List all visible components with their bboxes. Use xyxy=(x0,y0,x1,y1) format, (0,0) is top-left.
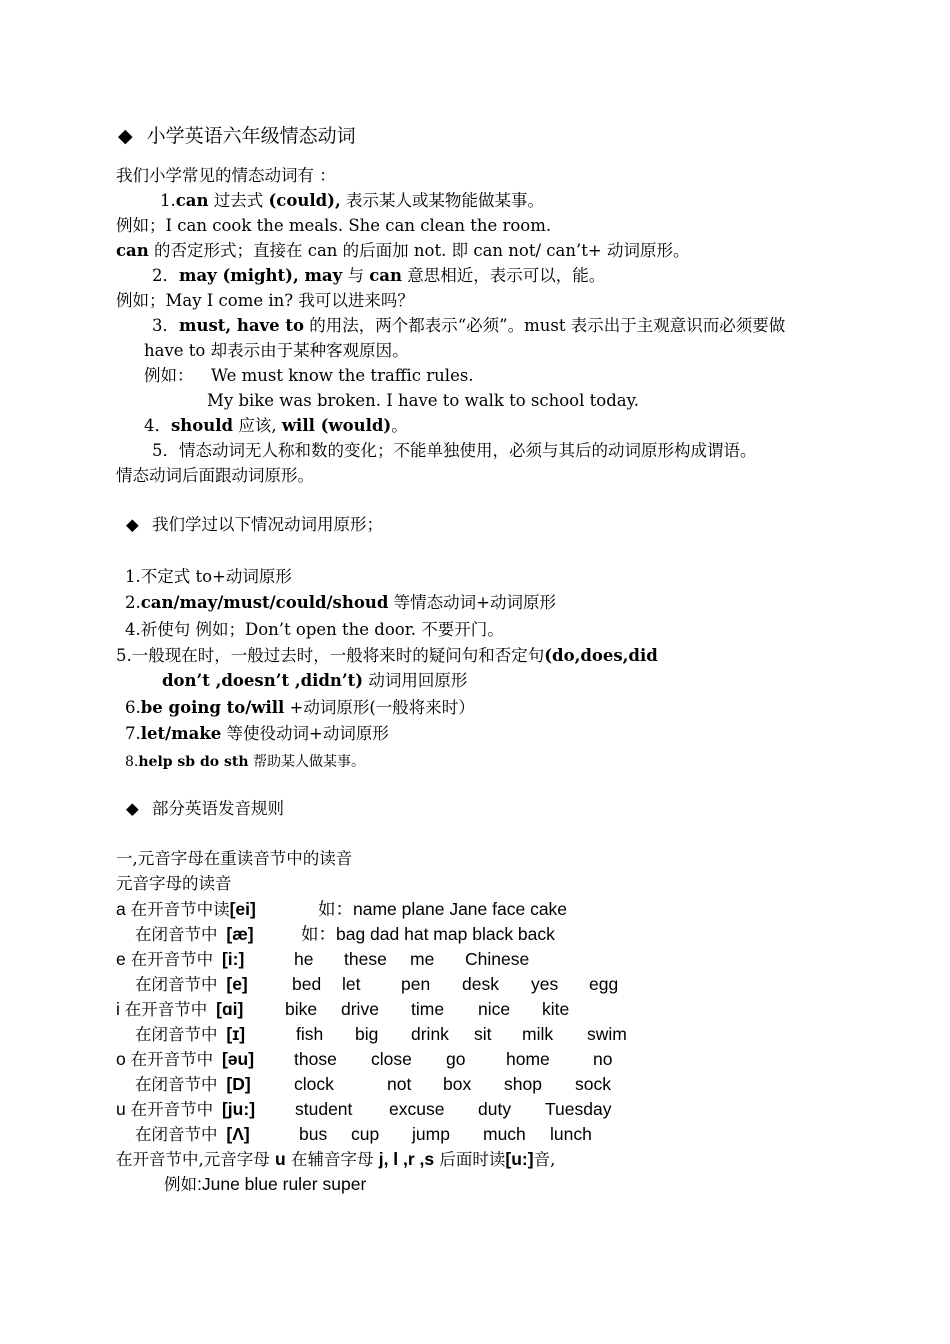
example-3b: My bike was broken. I have to walk to school today. xyxy=(207,391,639,410)
word: drive xyxy=(341,999,379,1019)
vowel-row-a-open: a 在开音节中读[ei] xyxy=(116,899,256,919)
word: those xyxy=(294,1049,337,1069)
word: close xyxy=(371,1049,412,1069)
base-form-5: 5.一般现在时，一般过去时，一般将来时的疑问句和否定句(do,does,did xyxy=(116,646,658,665)
word: sit xyxy=(474,1024,492,1044)
diamond-bullet-icon: ◆ xyxy=(118,125,133,147)
page-title xyxy=(118,125,356,147)
word: Chinese xyxy=(465,949,530,969)
word: let xyxy=(342,974,361,994)
word: kite xyxy=(542,999,570,1019)
vowel-row-e-open: e 在开音节中 [i:] xyxy=(116,949,245,969)
word: big xyxy=(355,1024,379,1044)
word: go xyxy=(446,1049,466,1069)
word: no xyxy=(593,1049,613,1069)
item-5: 5．情态动词无人称和数的变化；不能单独使用，必须与其后的动词原形构成谓语。 xyxy=(152,441,757,460)
item-5-continued: 情态动词后面跟动词原形。 xyxy=(116,466,314,485)
vowel-row-u-closed: 在闭音节中 [Λ] xyxy=(135,1124,250,1144)
word: drink xyxy=(411,1024,449,1044)
base-form-6: 6.be going to/will +动词原形(一般将来时） xyxy=(125,698,475,717)
vowel-row-a-open-words: 如：name plane Jane face cake xyxy=(318,899,568,919)
item-4: 4．should 应该, will (would)。 xyxy=(144,416,408,435)
word: swim xyxy=(587,1024,627,1044)
word: much xyxy=(483,1124,526,1144)
word: student xyxy=(295,1099,353,1119)
modal-intro: 我们小学常见的情态动词有 ： xyxy=(116,166,336,185)
vowel-row-a-closed-words: 如：bag dad hat map black back xyxy=(301,924,555,944)
example-2: 例如；May I come in? 我可以进来吗？ xyxy=(116,291,414,310)
example-1: 例如；I can cook the meals. She can clean the room. xyxy=(116,216,552,235)
word: box xyxy=(443,1074,472,1094)
vowel-row-u-open: u 在开音节中 [ju:] xyxy=(116,1099,256,1119)
diamond-bullet-icon: ◆ xyxy=(126,799,139,818)
item-2: 2．may (might), may 与 can 意思相近，表示可以，能。 xyxy=(152,266,606,285)
diamond-bullet-icon: ◆ xyxy=(126,515,139,534)
example-3-label: 例如： xyxy=(144,366,194,385)
word: cup xyxy=(351,1124,380,1144)
word: jump xyxy=(412,1124,450,1144)
item-3: 3．must, have to 的用法，两个都表示“必须”。must 表示出于主观意识而必须要做 xyxy=(152,316,786,335)
pronunciation-sub-1: 一,元音字母在重读音节中的读音 xyxy=(116,849,353,868)
vowel-row-i-closed: 在闭音节中 [ɪ] xyxy=(135,1024,246,1044)
item-3-continued: have to 却表示由于某种客观原因。 xyxy=(144,341,409,360)
word: milk xyxy=(522,1024,554,1044)
can-negative: can 的否定形式；直接在 can 的后面加 not. 即 can not/ can’t+ 动词原形。 xyxy=(116,241,690,260)
vowel-row-o-open: o 在开音节中 [əu] xyxy=(116,1049,255,1069)
word: nice xyxy=(478,999,511,1019)
base-form-8: 8.help sb do sth 帮助某人做某事。 xyxy=(125,754,365,770)
word: lunch xyxy=(550,1124,592,1144)
word: egg xyxy=(589,974,619,994)
base-form-5-continued: don’t ,doesn’t ,didn’t) 动词用回原形 xyxy=(162,671,468,690)
u-rule: 在开音节中,元音字母 u 在辅音字母 j, l ,r ,s 后面时读[u:]音, xyxy=(116,1149,556,1169)
word: duty xyxy=(478,1099,512,1119)
word: bus xyxy=(299,1124,328,1144)
example-3a: We must know the traffic rules. xyxy=(211,366,474,385)
word: shop xyxy=(504,1074,542,1094)
word: these xyxy=(344,949,387,969)
vowel-row-o-closed: 在闭音节中 [D] xyxy=(135,1074,251,1094)
title-text: 小学英语六年级情态动词 xyxy=(146,125,356,147)
vowel-row-e-closed: 在闭音节中 [e] xyxy=(135,974,248,994)
word: not xyxy=(387,1074,412,1094)
item-1: 1.can 过去式 (could), 表示某人或某物能做某事。 xyxy=(160,191,544,210)
vowel-row-a-closed: 在闭音节中 [æ] xyxy=(135,924,254,944)
base-form-heading: ◆ 我们学过以下情况动词用原形； xyxy=(126,515,383,534)
word: time xyxy=(411,999,445,1019)
u-rule-example: 例如:June blue ruler super xyxy=(164,1174,367,1194)
vowel-row-i-open: i 在开音节中 [ɑi] xyxy=(116,999,244,1019)
word: clock xyxy=(294,1074,334,1094)
word: home xyxy=(506,1049,550,1069)
base-form-4: 4.祈使句 例如；Don’t open the door. 不要开门。 xyxy=(125,620,504,639)
word: he xyxy=(294,949,314,969)
pronunciation-heading: ◆ 部分英语发音规则 xyxy=(126,799,284,818)
word: bike xyxy=(285,999,318,1019)
word: fish xyxy=(296,1024,324,1044)
base-form-7: 7.let/make 等使役动词+动词原形 xyxy=(125,724,389,743)
word: pen xyxy=(401,974,431,994)
word: excuse xyxy=(389,1099,445,1119)
base-form-2: 2.can/may/must/could/shoud 等情态动词+动词原形 xyxy=(125,593,556,612)
word: me xyxy=(410,949,435,969)
word: sock xyxy=(575,1074,611,1094)
word: desk xyxy=(462,974,499,994)
word: Tuesday xyxy=(545,1099,612,1119)
word: yes xyxy=(531,974,559,994)
word: bed xyxy=(292,974,322,994)
base-form-1: 1.不定式 to+动词原形 xyxy=(125,567,292,586)
pronunciation-sub-2: 元音字母的读音 xyxy=(116,874,232,893)
